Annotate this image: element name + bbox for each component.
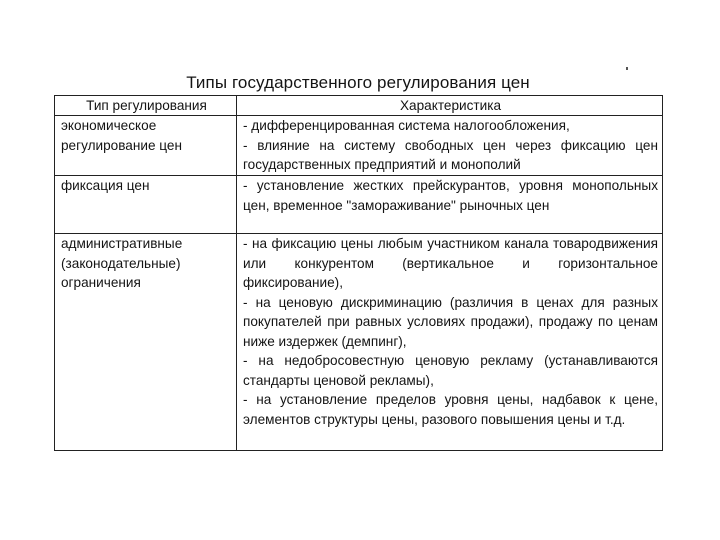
row-fixing-characteristics [237, 176, 663, 234]
row-economic-characteristics [237, 116, 663, 176]
table-row [55, 234, 663, 451]
characteristic-item: - на фиксацию цены любым участником канала товародвижения или конкурентом (вертикальное и горизонтальное фиксирование), [243, 236, 658, 290]
type-label: фиксация цен [61, 178, 150, 193]
characteristic-item: - на недобросовестную ценовую рекламу (устанавливаются стандарты ценовой рекламы), [243, 353, 658, 388]
row-administrative-type [55, 234, 237, 451]
stray-dot-mark [626, 67, 628, 70]
page-title: Типы государственного регулирования цен [186, 73, 530, 92]
price-regulation-table [54, 95, 663, 451]
row-economic-type [55, 116, 237, 176]
table-row [55, 176, 663, 234]
row-administrative-characteristics [237, 234, 663, 451]
type-label: административные (законодательные) ограничения [61, 236, 183, 290]
header-regulation-type: Тип регулирования [55, 96, 237, 116]
characteristic-item: - дифференцированная система налогообложения, [243, 118, 570, 133]
characteristic-item: - на ценовую дискриминацию (различия в ценах для разных покупателей при равных условиях продажи), продажу по ценам ниже издержек (демпинг), [243, 294, 658, 349]
row-fixing-type [55, 176, 237, 234]
type-label: экономическое регулирование цен [61, 118, 182, 153]
table-header-row [55, 96, 663, 116]
header-characteristic: Характеристика [237, 96, 663, 116]
characteristic-item: - установление жестких прейскурантов, уровня монопольных цен, временное "замораживание" рыночных цен [243, 178, 658, 213]
characteristic-item: - на установление пределов уровня цены, надбавок к цене, элементов структуры цены, разового повышения цены и т.д. [243, 392, 658, 427]
characteristic-item: - влияние на систему свободных цен через фиксацию цен государственных предприятий и монополий [243, 137, 658, 172]
table-row [55, 116, 663, 176]
